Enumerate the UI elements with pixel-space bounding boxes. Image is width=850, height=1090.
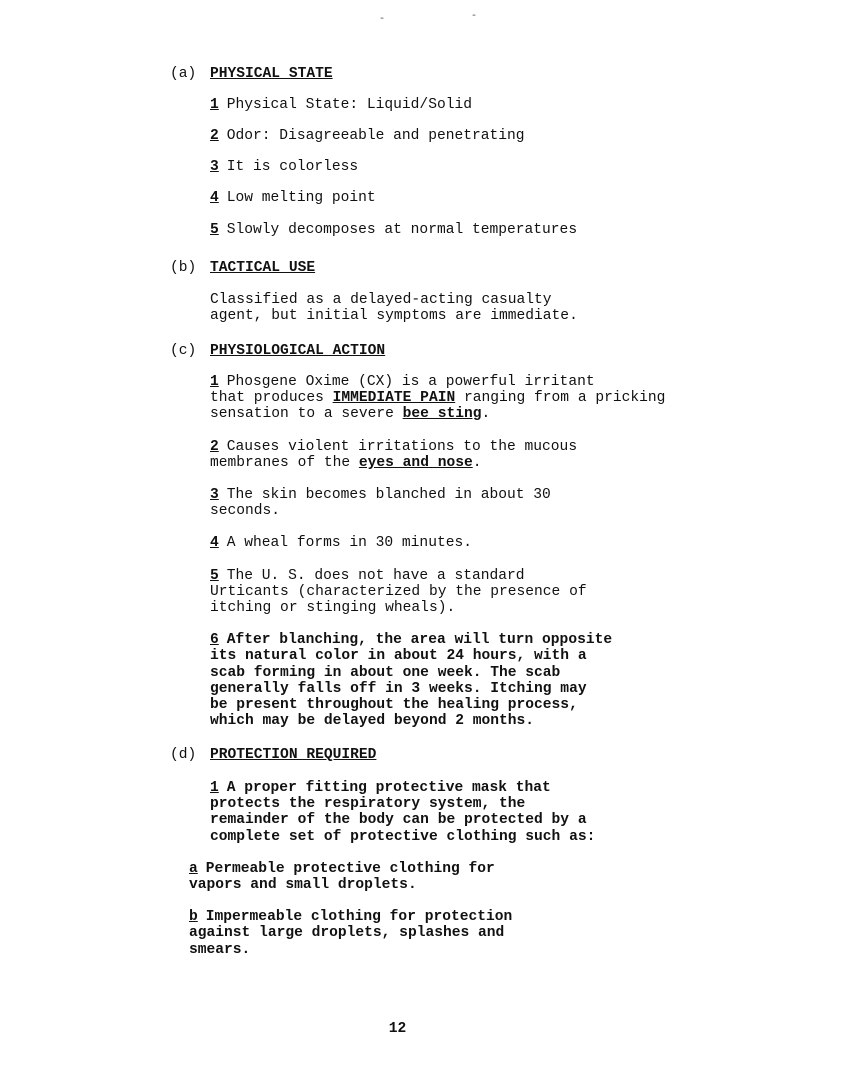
- item-number: 4: [210, 190, 219, 206]
- item-number: 2: [210, 128, 219, 144]
- emphasis-immediate-pain: IMMEDIATE PAIN: [332, 390, 456, 407]
- list-item: [210, 222, 810, 238]
- list-item: [210, 128, 810, 144]
- list-item: [210, 97, 810, 113]
- text-run: .: [481, 406, 491, 423]
- sub-item: [189, 861, 810, 893]
- item-number: 3: [210, 487, 219, 504]
- section-heading: [170, 260, 810, 277]
- section-physical-state: [170, 66, 810, 238]
- section-letter: (b): [170, 260, 197, 276]
- list-item: [210, 159, 810, 175]
- emphasis-bee-sting: bee sting: [402, 406, 482, 423]
- text-run: Permeable protective clothing for vapors and small droplets.: [189, 860, 495, 894]
- text-run: .: [472, 454, 482, 471]
- header-mark-right: -: [471, 11, 478, 22]
- paragraph: [210, 780, 810, 845]
- sub-item-label: a: [189, 860, 198, 877]
- text-run: Phosgene Oxime (CX) is a powerful irritant that produces: [210, 374, 595, 407]
- item-text: It is colorless: [226, 159, 359, 175]
- section-title: PHYSIOLOGICAL ACTION: [210, 343, 386, 359]
- emphasis-eyes-and-nose: eyes and nose: [358, 454, 473, 471]
- sub-item-label: b: [189, 909, 198, 926]
- sub-item: [189, 909, 810, 958]
- paragraph: [210, 439, 810, 471]
- section-letter: (d): [170, 747, 197, 763]
- item-number: 1: [210, 374, 219, 390]
- page-number: 12: [388, 1021, 407, 1037]
- item-number: 6: [210, 632, 219, 649]
- item-text: Odor: Disagreeable and penetrating: [226, 128, 525, 144]
- section-physiological-action: [170, 343, 810, 729]
- list-item: [210, 190, 810, 206]
- item-number: 2: [210, 438, 219, 455]
- section-title: PROTECTION REQUIRED: [210, 747, 377, 763]
- section-title: PHYSICAL STATE: [210, 66, 333, 82]
- paragraph: [210, 487, 810, 519]
- paragraph: [210, 632, 810, 729]
- text-run: The skin becomes blanched in about 30 seconds.: [210, 487, 551, 520]
- item-text: Slowly decomposes at normal temperatures: [226, 222, 578, 238]
- section-letter: (a): [170, 66, 197, 82]
- item-text: Low melting point: [226, 190, 376, 206]
- item-number: 5: [210, 222, 219, 238]
- header-mark-left: -: [379, 14, 386, 25]
- paragraph: [210, 568, 810, 617]
- paragraph: [210, 535, 810, 551]
- text-run: After blanching, the area will turn opposite its natural color in about 24 hours, with a scab forming in about one week. The scab generally falls off in 3 weeks. Itching may be present throughout the healing process, which may be delayed beyond 2 months.: [210, 632, 613, 730]
- text-run: ranging from a pricking sensation to a severe: [210, 390, 666, 423]
- section-heading: [170, 747, 810, 764]
- item-text: Physical State: Liquid/Solid: [226, 97, 472, 113]
- paragraph: Classified as a delayed-acting casualty agent, but initial symptoms are immediate.: [210, 292, 578, 325]
- text-run: The U. S. does not have a standard Urticants (characterized by the presence of itching or stinging wheals).: [210, 567, 587, 617]
- section-protection-required: [170, 747, 810, 958]
- section-heading: [170, 343, 810, 360]
- item-number: 1: [210, 97, 219, 113]
- item-number: 3: [210, 159, 219, 175]
- text-run: A wheal forms in 30 minutes.: [226, 535, 472, 552]
- paragraph: [210, 374, 810, 423]
- item-number: 5: [210, 567, 219, 584]
- section-title: TACTICAL USE: [210, 260, 316, 276]
- text-run: Impermeable clothing for protection against large droplets, splashes and smears.: [189, 909, 513, 958]
- item-number: 1: [210, 780, 219, 796]
- text-run: A proper fitting protective mask that protects the respiratory system, the remainder of the body can be protected by a complete set of protective clothing such as:: [210, 780, 596, 845]
- section-tactical-use: [170, 260, 810, 324]
- item-number: 4: [210, 535, 219, 552]
- section-letter: (c): [170, 343, 197, 359]
- text-run: Causes violent irritations to the mucous membranes of the: [210, 438, 578, 471]
- section-heading: [170, 66, 810, 83]
